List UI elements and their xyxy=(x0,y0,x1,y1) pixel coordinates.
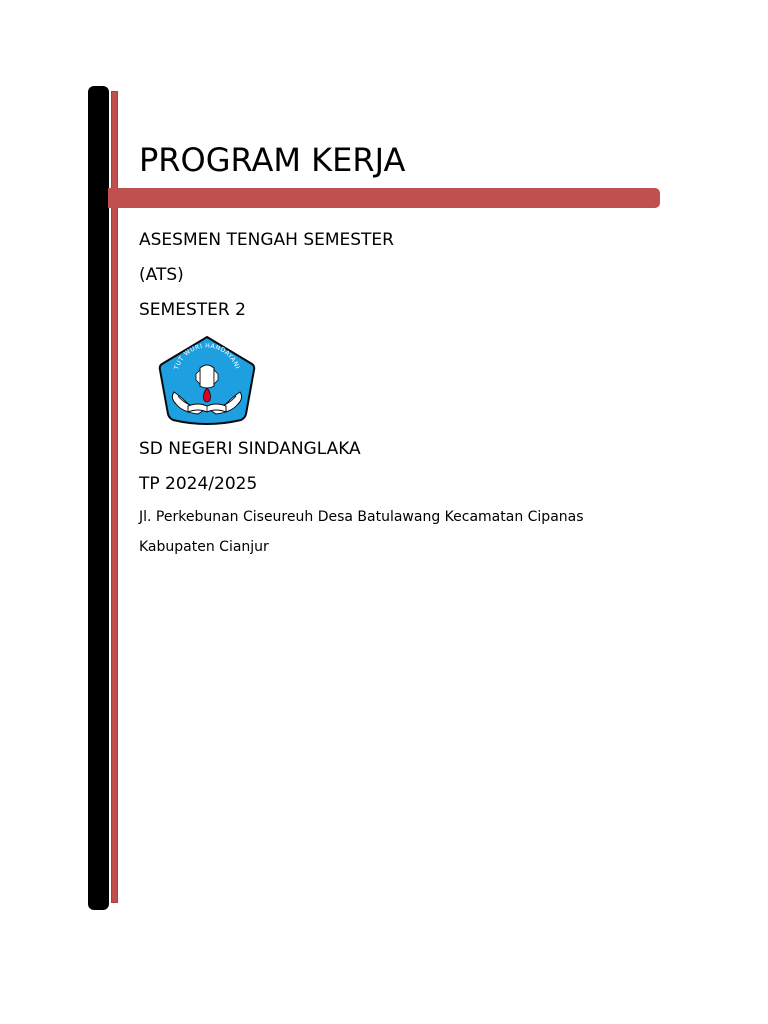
address-line-1: Jl. Perkebunan Ciseureuh Desa Batulawang Kecamatan Cipanas xyxy=(139,509,584,525)
subtitle-asesmen: ASESMEN TENGAH SEMESTER xyxy=(139,230,394,250)
semester-label: SEMESTER 2 xyxy=(139,300,246,320)
decorative-red-horizontal-bar xyxy=(108,188,660,208)
page-title: PROGRAM KERJA xyxy=(139,141,406,179)
school-name: SD NEGERI SINDANGLAKA xyxy=(139,439,361,459)
address-line-2: Kabupaten Cianjur xyxy=(139,539,269,555)
logo-text: TUT WURI HANDAYANI xyxy=(173,342,241,371)
decorative-red-vertical-bar xyxy=(111,91,118,903)
school-year: TP 2024/2025 xyxy=(139,474,258,494)
decorative-black-bar xyxy=(88,86,109,910)
subtitle-ats: (ATS) xyxy=(139,265,184,285)
tut-wuri-handayani-logo-icon xyxy=(158,334,256,428)
